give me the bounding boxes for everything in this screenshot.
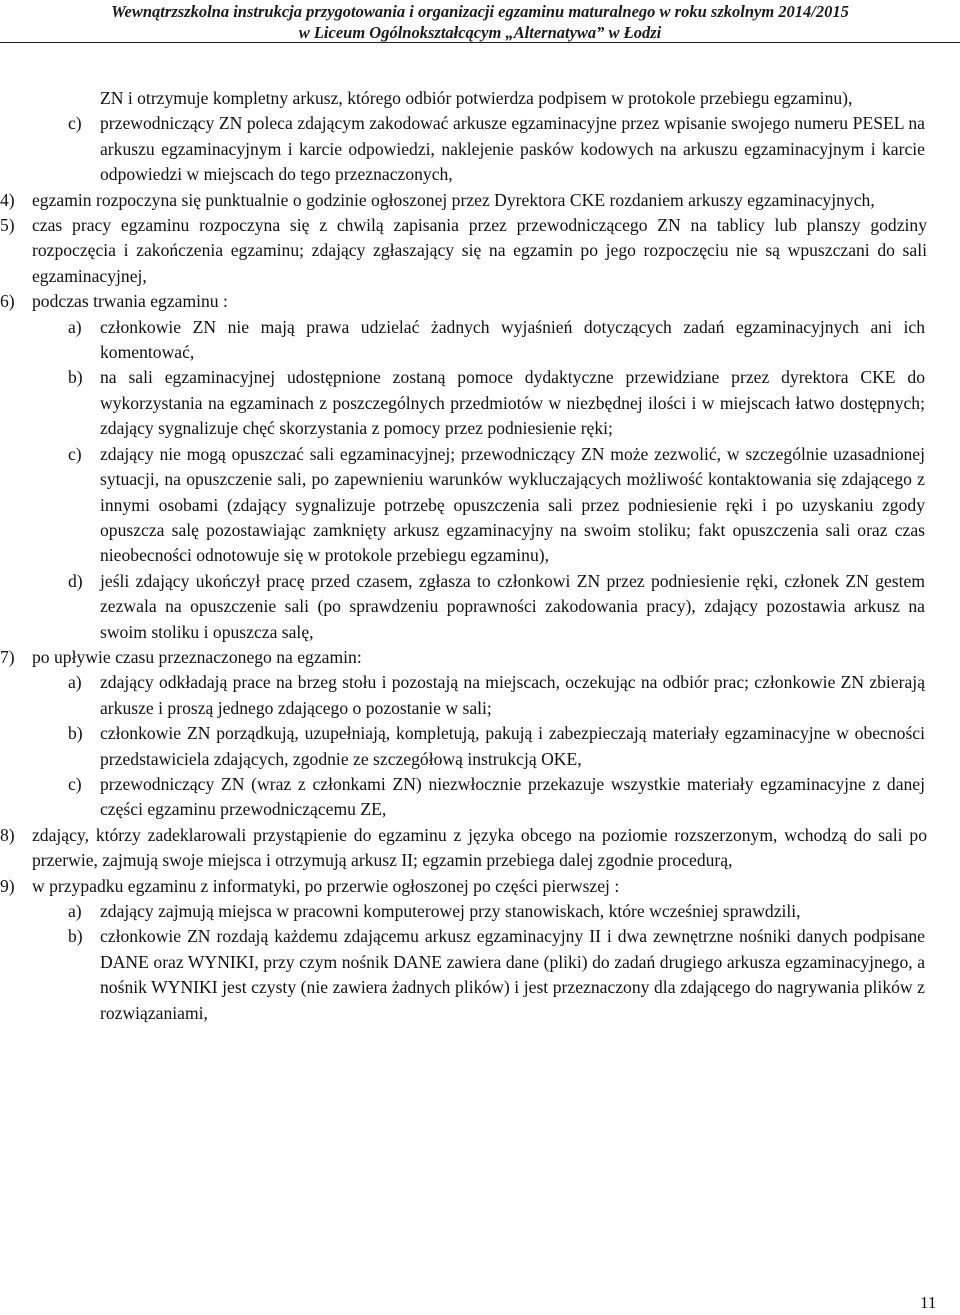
list-item-6b [68, 365, 960, 441]
list-marker: 6) [0, 291, 15, 312]
list-item-text: czas pracy egzaminu rozpoczyna się z chwilą zapisania przez przewodniczącego ZN na tablicy lub planszy godziny rozpoczęcia i zakończenia egzaminu; zdający zgłaszający się na egzamin po jego rozpoczęciu nie są wpuszczani do sali egzaminacyjnej, [32, 215, 927, 286]
list-item-text: podczas trwania egzaminu : [32, 291, 228, 312]
list-item-text: członkowie ZN nie mają prawa udzielać żadnych wyjaśnień dotyczących zadań egzaminacyjnych ani ich komentować, [100, 316, 925, 363]
list-item-5 [0, 213, 960, 289]
list-marker: 5) [0, 215, 15, 236]
page-header [0, 0, 960, 43]
list-item-text: przewodniczący ZN poleca zdającym zakodować arkusze egzaminacyjne przez wpisanie swojego numeru PESEL na arkuszu egzaminacyjnym i karcie odpowiedzi, naklejenie pasków kodowych na arkuszu egzaminacyjnym i karcie odpowiedzi w miejscach do tego przeznaczonych, [100, 113, 925, 185]
list-item-4 [0, 188, 960, 213]
page-number: 11 [920, 1293, 937, 1312]
list-item-9b [68, 924, 960, 1026]
list-marker: a) [68, 672, 82, 693]
list-marker: a) [68, 901, 82, 921]
list-item-text: jeśli zdający ukończył pracę przed czasem, zgłasza to członkowi ZN przez podniesienie ręki, członek ZN gestem zezwala na opuszczenie sali (po sprawdzeniu poprawności zakodowania pracy), zdający pozostawia arkusz na swoim stoliku i opuszcza salę, [100, 570, 925, 642]
list-item-text: przewodniczący ZN (wraz z członkami ZN) niezwłocznie przekazuje wszystkie materiały egzaminacyjne z danej części egzaminu przewodniczącemu ZE, [100, 773, 925, 820]
header-line-1: Wewnątrzszkolna instrukcja przygotowania i organizacji egzaminu maturalnego w roku szkolnym 2014/2015 [111, 2, 849, 21]
list-item-text: zdający odkładają prace na brzeg stołu i pozostają na miejscach, oczekując na odbiór prac; członkowie ZN zbierają arkusze i proszą jednego zdającego o pozostanie w sali; [100, 672, 925, 718]
list-marker: 7) [0, 646, 15, 667]
list-item-6c [68, 442, 960, 569]
list-marker: b) [68, 723, 83, 744]
continuation-text: ZN i otrzymuje kompletny arkusz, którego odbiór potwierdza podpisem w protokole przebiegu egzaminu), [100, 88, 853, 108]
list-marker: c) [68, 773, 82, 794]
header-divider [0, 42, 960, 43]
list-marker: d) [68, 570, 83, 591]
list-item-7a [68, 670, 960, 721]
list-item-6 [0, 289, 960, 314]
list-item-7 [0, 645, 960, 670]
list-marker: b) [68, 367, 83, 388]
list-marker: a) [68, 316, 82, 337]
list-item-7c [68, 772, 960, 823]
list-marker: c) [68, 113, 82, 134]
header-line-2: w Liceum Ogólnokształcącym „Alternatywa” w Łodzi [298, 23, 662, 42]
continuation-paragraph [100, 86, 960, 111]
list-marker: c) [68, 443, 82, 464]
list-item-7b [68, 721, 960, 772]
list-marker: 4) [0, 189, 15, 210]
list-item-6a [68, 315, 960, 366]
list-item-9 [0, 874, 960, 899]
list-item-8 [0, 823, 960, 874]
list-item-text: po upływie czasu przeznaczonego na egzamin: [32, 646, 362, 667]
list-item-6d [68, 569, 960, 645]
list-item-text: zdający nie mogą opuszczać sali egzaminacyjnej; przewodniczący ZN może zezwolić, w szczególnie uzasadnionej sytuacji, na opuszczenie sali, po zapewnieniu warunków wykluczających możliwość kontaktowania się zdającego z innymi osobami (zdający sygnalizuje potrzebę opuszczenia sali przez podniesienie ręki i po uzyskaniu zgody opuszcza salę pozostawiając zamknięty arkusz egzaminacyjny na swoim stoliku; fakt opuszczenia sali oraz czas nieobecności odnotowuje się w protokole przebiegu egzaminu), [100, 443, 925, 566]
list-marker: b) [68, 926, 83, 947]
list-item-text: członkowie ZN porządkują, uzupełniają, kompletują, pakują i zabezpieczają materiały egzaminacyjne w obecności przedstawiciela zdających, zgodnie ze szczegółową instrukcją OKE, [100, 723, 925, 769]
list-item-text: zdający, którzy zadeklarowali przystąpienie do egzaminu z języka obcego na poziomie rozszerzonym, wchodzą do sali po przerwie, zajmują swoje miejsca i otrzymują arkusz II; egzamin przebiega dalej zgodnie procedurą, [32, 824, 927, 871]
list-item-9a [68, 899, 960, 924]
list-marker: 9) [0, 875, 15, 896]
list-item-3c [68, 111, 960, 187]
list-item-text: na sali egzaminacyjnej udostępnione zostaną pomoce dydaktyczne przewidziane przez dyrektora CKE do wykorzystania na egzaminach z poszczególnych przedmiotów w niezbędnej ilości i w miejscach łatwo dostępnych; zdający sygnalizuje chęć skorzystania z pomocy przez podniesienie ręki; [100, 367, 925, 439]
list-item-text: w przypadku egzaminu z informatyki, po przerwie ogłoszonej po części pierwszej : [32, 875, 620, 896]
document-body [0, 86, 960, 1026]
list-item-text: zdający zajmują miejsca w pracowni komputerowej przy stanowiskach, które wcześniej sprawdzili, [100, 901, 801, 921]
list-item-text: członkowie ZN rozdają każdemu zdającemu arkusz egzaminacyjny II i dwa zewnętrzne nośniki danych podpisane DANE oraz WYNIKI, przy czym nośnik DANE zawiera dane (pliki) do zadań drugiego arkusza egzaminacyjnego, a nośnik WYNIKI jest czysty (nie zawiera żadnych plików) i jest przeznaczony dla zdającego do nagrywania plików z rozwiązaniami, [100, 926, 925, 1023]
list-item-text: egzamin rozpoczyna się punktualnie o godzinie ogłoszonej przez Dyrektora CKE rozdaniem arkuszy egzaminacyjnych, [32, 189, 875, 210]
list-marker: 8) [0, 824, 15, 845]
